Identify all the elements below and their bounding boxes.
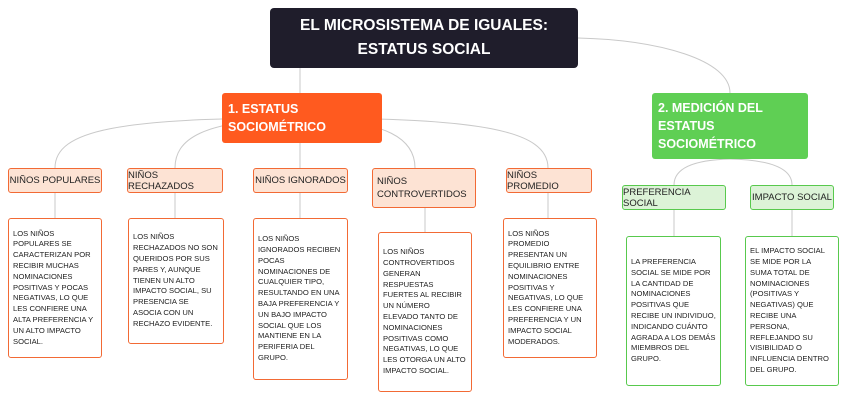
desc-impacto-social[interactable]: EL IMPACTO SOCIAL SE MIDE POR LA SUMA TOTAL DE NOMINACIONES (POSITIVAS Y NEGATIVAS) QUE RECIBE UNA PERSONA, REFLEJANDO SU VISIBILIDAD O INFLUENCIA DENTRO DEL GRUPO. — [745, 236, 839, 386]
desc-ninos-ignorados[interactable]: LOS NIÑOS IGNORADOS RECIBEN POCAS NOMINACIONES DE CUALQUIER TIPO, RESULTANDO EN UNA BAJA PREFERENCIA Y UN BAJO IMPACTO SOCIAL QUE LOS MANTIENE EN LA PERIFERIA DEL GRUPO. — [253, 218, 348, 380]
topic-ninos-rechazados[interactable]: NIÑOS RECHAZADOS — [127, 168, 223, 193]
topic-ninos-ignorados[interactable]: NIÑOS IGNORADOS — [253, 168, 348, 193]
branch-medicion-estatus[interactable]: 2. MEDICIÓN DEL ESTATUS SOCIOMÉTRICO — [652, 93, 808, 159]
desc-ninos-controvertidos[interactable]: LOS NIÑOS CONTROVERTIDOS GENERAN RESPUESTAS FUERTES AL RECIBIR UN NÚMERO ELEVADO TANTO DE NOMINACIONES POSITIVAS COMO NEGATIVAS, LO QUE LES OTORGA UN ALTO IMPACTO SOCIAL. — [378, 232, 472, 392]
desc-ninos-populares[interactable]: LOS NIÑOS POPULARES SE CARACTERIZAN POR RECIBIR MUCHAS NOMINACIONES POSITIVAS Y POCAS NEGATIVAS, LO QUE LES CONFIERE UNA ALTA PREFERENCIA Y UN ALTO IMPACTO SOCIAL. — [8, 218, 102, 358]
desc-ninos-rechazados[interactable]: LOS NIÑOS RECHAZADOS NO SON QUERIDOS POR SUS PARES Y, AUNQUE TIENEN UN ALTO IMPACTO SOCIAL, SU PRESENCIA SE ASOCIA CON UN RECHAZO EVIDENTE. — [128, 218, 224, 344]
central-topic[interactable]: EL MICROSISTEMA DE IGUALES: ESTATUS SOCIAL — [270, 8, 578, 68]
topic-ninos-controvertidos[interactable]: NIÑOS CONTROVERTIDOS — [372, 168, 476, 208]
topic-ninos-populares[interactable]: NIÑOS POPULARES — [8, 168, 102, 193]
desc-ninos-promedio[interactable]: LOS NIÑOS PROMEDIO PRESENTAN UN EQUILIBRIO ENTRE NOMINACIONES POSITIVAS Y NEGATIVAS, LO QUE LES CONFIERE UNA PREFERENCIA Y UN IMPACTO SOCIAL MODERADOS. — [503, 218, 597, 358]
topic-ninos-promedio[interactable]: NIÑOS PROMEDIO — [506, 168, 592, 193]
desc-preferencia-social[interactable]: LA PREFERENCIA SOCIAL SE MIDE POR LA CANTIDAD DE NOMINACIONES POSITIVAS QUE RECIBE UN INDIVIDUO, INDICANDO CUÁNTO AGRADA A LOS DEMÁS MIEMBROS DEL GRUPO. — [626, 236, 721, 386]
topic-impacto-social[interactable]: IMPACTO SOCIAL — [750, 185, 834, 210]
branch-estatus-sociometrico[interactable]: 1. ESTATUS SOCIOMÉTRICO — [222, 93, 382, 143]
topic-preferencia-social[interactable]: PREFERENCIA SOCIAL — [622, 185, 726, 210]
